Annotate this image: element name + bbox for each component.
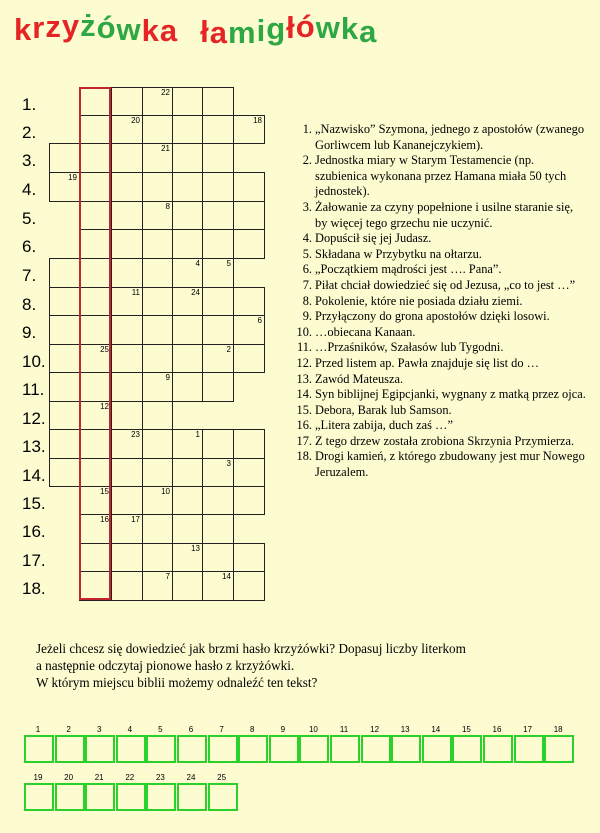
answer-cell[interactable] — [422, 735, 452, 763]
answer-cell-number: 18 — [553, 725, 563, 734]
cell-number: 8 — [165, 202, 170, 211]
clue-number: 18. — [296, 449, 312, 464]
title-letter: g — [266, 11, 287, 46]
crossword-cell[interactable] — [142, 87, 173, 116]
crossword-cell[interactable] — [142, 401, 173, 430]
cell-number: 6 — [257, 316, 262, 325]
answer-cell-number: 6 — [188, 725, 194, 734]
crossword-cell[interactable] — [233, 201, 265, 230]
answer-cell[interactable] — [452, 735, 482, 763]
answer-cell[interactable] — [269, 735, 299, 763]
crossword-cell[interactable] — [172, 87, 203, 116]
answer-cell[interactable] — [24, 735, 54, 763]
crossword-cell[interactable] — [49, 287, 80, 316]
cell-number: 24 — [191, 288, 200, 297]
row-label: 16. — [22, 522, 46, 541]
crossword-cell[interactable] — [79, 571, 112, 601]
clue-item — [285, 372, 587, 388]
crossword-cell[interactable] — [172, 344, 203, 373]
title-letter — [178, 12, 200, 48]
answer-cell-number: 16 — [492, 725, 502, 734]
title-letter: r — [32, 10, 46, 45]
cell-number: 7 — [165, 572, 170, 581]
answer-cell-number: 14 — [431, 725, 441, 734]
title-letter: i — [256, 13, 267, 48]
crossword-cell[interactable] — [79, 344, 112, 373]
clue-text: Syn biblijnej Egipcjanki, wygnany z matką przez ojca. — [315, 387, 586, 402]
crossword-cell[interactable] — [111, 315, 143, 345]
clue-text: Debora, Barak lub Samson. — [315, 402, 452, 417]
answer-cell[interactable] — [55, 735, 85, 763]
crossword-cell[interactable] — [172, 287, 203, 316]
cell-number: 14 — [222, 572, 231, 581]
answer-cell-number: 4 — [127, 725, 133, 734]
clue-item — [285, 247, 587, 263]
row-label: 18. — [22, 579, 46, 598]
crossword-cell[interactable] — [79, 87, 112, 116]
cell-number: 25 — [100, 345, 109, 354]
title-letter: ó — [295, 9, 316, 44]
row-label: 12. — [22, 409, 46, 428]
cell-number: 17 — [131, 515, 140, 524]
crossword-cell[interactable] — [202, 571, 234, 601]
clue-number: 2. — [302, 153, 312, 168]
title-letter: ł — [286, 10, 296, 45]
crossword-cell[interactable] — [111, 458, 143, 487]
answer-cell-number: 24 — [186, 773, 196, 782]
crossword-cell[interactable] — [233, 115, 265, 144]
answer-cell-number: 20 — [64, 773, 74, 782]
clue-text: Składana w Przybytku na ołtarzu. — [315, 246, 482, 261]
clue-text: „Litera zabija, duch zaś …” — [315, 418, 453, 433]
row-label: 9. — [22, 323, 37, 342]
crossword-cell[interactable] — [49, 344, 80, 373]
crossword-cell[interactable] — [202, 429, 234, 459]
answer-cell[interactable] — [361, 735, 391, 763]
clue-text: Jednostka miary w Starym Testamencie (np. szubienica wykonana przez Hamana miała 50 tych jednostek). — [315, 153, 567, 199]
crossword-cell[interactable] — [111, 486, 143, 515]
clue-text: „Początkiem mądrości jest …. Pana”. — [315, 262, 502, 277]
crossword-cell[interactable] — [142, 458, 173, 487]
crossword-cell[interactable] — [202, 115, 234, 144]
clue-text: Przed listem ap. Pawła znajduje się list do … — [315, 355, 540, 370]
crossword-cell[interactable] — [49, 429, 80, 459]
clue-number: 7. — [302, 277, 312, 292]
crossword-cell[interactable] — [202, 229, 234, 259]
answer-cell-number: 15 — [461, 725, 471, 734]
row-label: 2. — [22, 123, 37, 142]
title-letter: y — [61, 8, 81, 43]
crossword-cell[interactable] — [233, 571, 265, 601]
crossword-cell[interactable] — [142, 429, 173, 459]
crossword-cell[interactable] — [202, 543, 234, 572]
crossword-cell[interactable] — [202, 87, 234, 116]
cell-number: 12 — [100, 402, 109, 411]
answer-cell-number: 10 — [308, 725, 318, 734]
cell-number: 2 — [226, 345, 231, 354]
clue-item — [285, 278, 587, 294]
clue-number: 3. — [302, 199, 312, 214]
crossword-cell[interactable] — [111, 258, 143, 288]
crossword-cell[interactable] — [79, 115, 112, 144]
crossword-cell[interactable] — [172, 229, 203, 259]
title-letter: ż — [80, 8, 97, 43]
title-letter: ł — [200, 14, 210, 49]
crossword-cell[interactable] — [233, 315, 265, 345]
crossword-cell[interactable] — [111, 429, 143, 459]
row-label: 6. — [22, 237, 37, 256]
title-letter: z — [45, 9, 62, 44]
answer-cell-number: 19 — [33, 773, 43, 782]
row-label: 14. — [22, 466, 46, 485]
crossword-cell[interactable] — [79, 372, 112, 402]
crossword-cell[interactable] — [142, 514, 173, 544]
answer-cell-number: 3 — [96, 725, 102, 734]
row-label: 1. — [22, 95, 37, 114]
clue-number: 9. — [302, 309, 312, 324]
crossword-cell[interactable] — [111, 344, 143, 373]
crossword-cell[interactable] — [142, 344, 173, 373]
title-letter: k — [141, 13, 160, 48]
clue-text: Pokolenie, które nie posiada działu ziemi. — [315, 293, 523, 308]
crossword-cell[interactable] — [172, 514, 203, 544]
crossword-cell[interactable] — [172, 372, 203, 402]
crossword-cell[interactable] — [172, 115, 203, 144]
answer-cell-number: 22 — [125, 773, 135, 782]
clue-text: Zawód Mateusza. — [315, 371, 404, 386]
clue-number: 6. — [302, 262, 312, 277]
puzzle-title — [14, 8, 454, 62]
crossword-cell[interactable] — [49, 458, 80, 487]
clue-text: …obiecana Kanaan. — [315, 324, 416, 339]
row-label: 5. — [22, 209, 37, 228]
answer-cell[interactable] — [483, 735, 513, 763]
crossword-cell[interactable] — [49, 143, 80, 173]
clue-text: Z tego drzew została zrobiona Skrzynia Przymierza. — [315, 433, 575, 448]
instructions — [36, 640, 576, 691]
title-letter: a — [159, 13, 179, 48]
crossword-cell[interactable] — [142, 201, 173, 230]
clue-item — [285, 200, 587, 231]
crossword-cell[interactable] — [79, 258, 112, 288]
crossword-cell[interactable] — [172, 315, 203, 345]
crossword-cell[interactable] — [79, 401, 112, 430]
row-label: 8. — [22, 295, 37, 314]
crossword-cell[interactable] — [111, 143, 143, 173]
crossword-cell[interactable] — [49, 401, 80, 430]
crossword-cell[interactable] — [111, 115, 143, 144]
answer-cell[interactable] — [146, 735, 176, 763]
cell-number: 4 — [195, 259, 200, 268]
answer-cell[interactable] — [208, 783, 238, 811]
clue-item — [285, 153, 587, 200]
crossword-cell[interactable] — [49, 315, 80, 345]
clue-number: 11. — [296, 340, 312, 355]
crossword-cell[interactable] — [111, 543, 143, 572]
crossword-cell[interactable] — [79, 458, 112, 487]
clue-item — [285, 294, 587, 310]
crossword-cell[interactable] — [142, 372, 173, 402]
cell-number: 19 — [68, 173, 77, 182]
clue-number: 8. — [302, 293, 312, 308]
answer-cell[interactable] — [391, 735, 421, 763]
title-letter: k — [14, 12, 33, 47]
crossword-cell[interactable] — [202, 201, 234, 230]
title-letter: a — [359, 14, 378, 49]
crossword-cell[interactable] — [172, 258, 203, 288]
answer-cell-number: 8 — [249, 725, 255, 734]
answer-cell[interactable] — [24, 783, 54, 811]
instructions-line-1: Jeżeli chcesz się dowiedzieć jak brzmi hasło krzyżówki? Dopasuj liczby literkom — [36, 641, 466, 656]
crossword-cell[interactable] — [79, 172, 112, 202]
crossword-cell[interactable] — [172, 486, 203, 515]
clue-item — [285, 325, 587, 341]
crossword-cell[interactable] — [111, 287, 143, 316]
crossword-cell[interactable] — [49, 372, 80, 402]
answer-cell[interactable] — [544, 735, 574, 763]
clue-number: 1. — [302, 122, 312, 136]
cell-number: 22 — [161, 88, 170, 97]
cell-number: 15 — [100, 487, 109, 496]
crossword-cell[interactable] — [142, 143, 173, 173]
crossword-cell[interactable] — [233, 458, 265, 487]
crossword-cell[interactable] — [142, 287, 173, 316]
crossword-cell[interactable] — [79, 486, 112, 515]
title-letter: ó — [96, 10, 117, 45]
crossword-cell[interactable] — [172, 543, 203, 572]
answer-cell-number: 7 — [219, 725, 224, 734]
clue-number: 17. — [296, 433, 312, 448]
clue-text: Dopuścił się jej Judasz. — [315, 231, 432, 246]
clue-text: Żałowanie za czyny popełnione i usilne staranie się, by więcej tego grzechu nie uczynić. — [315, 199, 574, 230]
clue-item — [285, 403, 587, 419]
cell-number: 5 — [226, 259, 231, 268]
answer-cell-number: 17 — [523, 725, 533, 734]
cell-number: 16 — [100, 515, 109, 524]
answer-cell[interactable] — [299, 735, 329, 763]
clue-text: Przyłączony do grona apostołów dzięki losowi. — [315, 309, 550, 324]
row-label: 11. — [22, 380, 45, 399]
answer-cell-number: 21 — [94, 773, 104, 782]
clue-text: Drogi kamień, z którego zbudowany jest mur Nowego Jeruzalem. — [315, 449, 585, 480]
clue-list — [285, 122, 587, 481]
clue-number: 15. — [296, 402, 312, 417]
clue-number: 12. — [296, 355, 312, 370]
crossword-cell[interactable] — [142, 486, 173, 515]
answer-cell-number: 13 — [400, 725, 410, 734]
title-letter: m — [228, 15, 257, 50]
clue-item — [285, 231, 587, 247]
crossword-cell[interactable] — [111, 514, 143, 544]
crossword-cell[interactable] — [172, 571, 203, 601]
answer-cell[interactable] — [514, 735, 544, 763]
cell-number: 1 — [195, 430, 200, 439]
answer-cell[interactable] — [85, 783, 115, 811]
answer-cell[interactable] — [238, 735, 268, 763]
instructions-line-3: W którym miejscu biblii możemy odnaleźć ten tekst? — [36, 675, 318, 690]
clue-number: 4. — [302, 231, 312, 246]
crossword-cell[interactable] — [202, 372, 234, 402]
crossword-cell[interactable] — [79, 429, 112, 459]
crossword-cell[interactable] — [142, 115, 173, 144]
clue-item — [285, 262, 587, 278]
title-letter: w — [315, 10, 341, 45]
crossword-cell[interactable] — [233, 172, 265, 202]
crossword-cell[interactable] — [142, 229, 173, 259]
crossword-cell[interactable] — [142, 571, 173, 601]
clue-text: „Nazwisko” Szymona, jednego z apostołów (zwanego Gorliwcem lub Kananejczykiem). — [315, 122, 585, 152]
crossword-cell[interactable] — [172, 172, 203, 202]
crossword-cell[interactable] — [172, 201, 203, 230]
cell-number: 21 — [161, 144, 170, 153]
crossword-cell[interactable] — [111, 401, 143, 430]
crossword-cell[interactable] — [202, 486, 234, 515]
crossword-cell[interactable] — [202, 458, 234, 487]
answer-cell-number: 23 — [155, 773, 165, 782]
crossword-cell[interactable] — [202, 287, 234, 316]
crossword-cell[interactable] — [202, 258, 234, 288]
crossword-cell[interactable] — [142, 543, 173, 572]
crossword-cell[interactable] — [233, 344, 265, 373]
answer-cell-number: 9 — [280, 725, 286, 734]
crossword-cell[interactable] — [202, 143, 234, 173]
answer-cell[interactable] — [116, 783, 146, 811]
crossword-cell[interactable] — [49, 258, 80, 288]
cell-number: 18 — [253, 116, 262, 125]
cell-number: 11 — [131, 288, 140, 297]
clue-item — [285, 309, 587, 325]
crossword-cell[interactable] — [233, 429, 265, 459]
answer-cell[interactable] — [146, 783, 176, 811]
clue-item — [285, 356, 587, 372]
cell-number: 3 — [226, 459, 231, 468]
answer-cell-number: 25 — [217, 773, 227, 782]
clue-number: 16. — [296, 418, 312, 433]
answer-cell-number: 1 — [35, 725, 41, 734]
clue-number: 5. — [302, 246, 312, 261]
crossword-cell[interactable] — [111, 571, 143, 601]
crossword-cell[interactable] — [79, 201, 112, 230]
crossword-cell[interactable] — [172, 429, 203, 459]
answer-cell-number: 11 — [339, 725, 349, 734]
crossword-cell[interactable] — [233, 543, 265, 572]
cell-number: 23 — [131, 430, 140, 439]
cell-number: 10 — [161, 487, 170, 496]
clue-item — [285, 418, 587, 434]
crossword-cell[interactable] — [111, 372, 143, 402]
crossword-cell[interactable] — [142, 172, 173, 202]
crossword-cell[interactable] — [233, 486, 265, 515]
crossword-cell[interactable] — [202, 344, 234, 373]
row-label: 4. — [22, 180, 37, 199]
clue-item — [285, 387, 587, 403]
crossword-cell[interactable] — [79, 514, 112, 544]
answer-cell[interactable] — [177, 783, 207, 811]
crossword-cell[interactable] — [202, 172, 234, 202]
crossword-cell[interactable] — [172, 458, 203, 487]
answer-cell-number: 12 — [370, 725, 380, 734]
instructions-line-2: a następnie odczytaj pionowe hasło z krzyżówki. — [36, 658, 295, 673]
clue-item — [285, 122, 587, 153]
clue-text: Piłat chciał dowiedzieć się od Jezusa, „co to jest …” — [315, 277, 576, 292]
crossword-cell[interactable] — [142, 315, 173, 345]
answer-cell[interactable] — [116, 735, 146, 763]
crossword-cell[interactable] — [49, 172, 80, 202]
crossword-cell[interactable] — [79, 143, 112, 173]
answer-cell-number: 5 — [158, 725, 163, 734]
row-label: 15. — [22, 494, 46, 513]
answer-cell[interactable] — [55, 783, 85, 811]
row-label: 17. — [22, 551, 46, 570]
answer-cell[interactable] — [330, 735, 360, 763]
answer-cell[interactable] — [208, 735, 238, 763]
crossword-cell[interactable] — [233, 229, 265, 259]
answer-cell-number: 2 — [66, 725, 71, 734]
clue-item — [285, 340, 587, 356]
title-letter: a — [209, 15, 229, 50]
crossword-cell[interactable] — [79, 315, 112, 345]
title-letter: k — [340, 11, 360, 46]
clue-number: 13. — [296, 371, 312, 386]
crossword-cell[interactable] — [142, 258, 173, 288]
crossword-cell[interactable] — [202, 315, 234, 345]
crossword-cell[interactable] — [79, 229, 112, 259]
crossword-cell[interactable] — [79, 543, 112, 572]
clue-number: 14. — [296, 387, 312, 402]
row-label: 13. — [22, 437, 46, 456]
crossword-cell[interactable] — [111, 201, 143, 230]
clue-item — [285, 449, 587, 480]
crossword-cell[interactable] — [202, 514, 234, 544]
row-label: 3. — [22, 151, 37, 170]
cell-number: 13 — [191, 544, 200, 553]
cell-number: 9 — [165, 373, 170, 382]
crossword-cell[interactable] — [111, 172, 143, 202]
crossword-cell[interactable] — [111, 87, 143, 116]
answer-cell[interactable] — [85, 735, 115, 763]
crossword-cell[interactable] — [111, 229, 143, 259]
clue-item — [285, 434, 587, 450]
crossword-cell[interactable] — [172, 143, 203, 173]
crossword-cell[interactable] — [79, 287, 112, 316]
answer-cell[interactable] — [177, 735, 207, 763]
cell-number: 20 — [131, 116, 140, 125]
row-label: 7. — [22, 266, 37, 285]
crossword-cell[interactable] — [233, 287, 265, 316]
title-letter: w — [116, 12, 142, 47]
clue-number: 10. — [296, 324, 312, 339]
row-label: 10. — [22, 352, 46, 371]
clue-text: …Przaśników, Szałasów lub Tygodni. — [315, 340, 504, 355]
